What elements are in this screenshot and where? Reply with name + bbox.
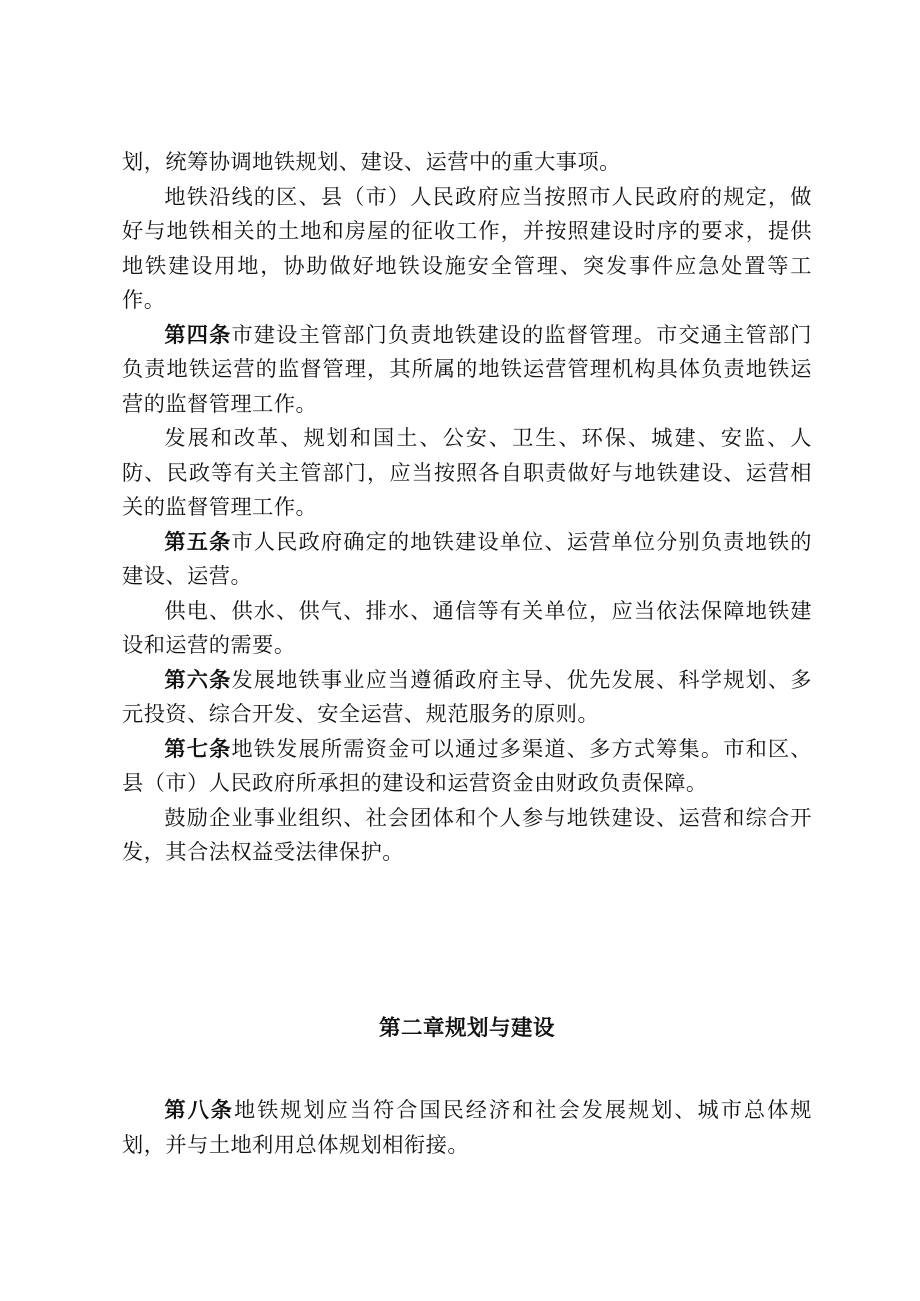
paragraph-text: 鼓励企业事业组织、社会团体和个人参与地铁建设、运营和综合开发，其合法权益受法律保护。: [122, 804, 812, 864]
body-text-bottom: [122, 1093, 812, 1162]
article-label: 第七条: [164, 735, 232, 761]
paragraph-text: 地铁规划应当符合国民经济和社会发展规划、城市总体规划，并与土地利用总体规划相衔接。: [122, 1097, 812, 1157]
paragraph: [122, 594, 812, 663]
article-label: 第六条: [164, 666, 232, 692]
paragraph-text: 市建设主管部门负责地铁建设的监督管理。市交通主管部门负责地铁运营的监督管理，其所属的地铁运营管理机构具体负责地铁运营的监督管理工作。: [122, 321, 812, 416]
paragraph: [122, 421, 812, 525]
paragraph: [122, 180, 812, 318]
body-text-top: [122, 145, 812, 870]
paragraph-text: 地铁沿线的区、县（市）人民政府应当按照市人民政府的规定，做好与地铁相关的土地和房屋的征收工作，并按照建设时序的要求，提供地铁建设用地，协助做好地铁设施安全管理、突发事件应急处置等工作。: [122, 183, 812, 312]
article-label: 第八条: [164, 1097, 234, 1122]
article-5: [122, 525, 812, 594]
paragraph-text: 市人民政府确定的地铁建设单位、运营单位分别负责地铁的建设、运营。: [122, 528, 812, 588]
paragraph-text: 地铁发展所需资金可以通过多渠道、多方式筹集。市和区、县（市）人民政府所承担的建设和运营资金由财政负责保障。: [122, 735, 812, 795]
paragraph-continuation: [122, 145, 812, 180]
chapter-title: 第二章规划与建设: [378, 1016, 555, 1041]
article-label: 第五条: [164, 528, 232, 554]
paragraph: [122, 801, 812, 870]
article-6: [122, 663, 812, 732]
article-label: 第四条: [164, 321, 232, 347]
paragraph-text: 划，统筹协调地铁规划、建设、运营中的重大事项。: [122, 149, 621, 174]
article-8: [122, 1093, 812, 1162]
paragraph-text: 发展和改革、规划和国土、公安、卫生、环保、城建、安监、人防、民政等有关主管部门，应当按照各自职责做好与地铁建设、运营相关的监督管理工作。: [122, 425, 812, 519]
paragraph-text: 发展地铁事业应当遵循政府主导、优先发展、科学规划、多元投资、综合开发、安全运营、规范服务的原则。: [122, 666, 812, 726]
article-4: [122, 318, 812, 422]
article-7: [122, 732, 812, 801]
paragraph-text: 供电、供水、供气、排水、通信等有关单位，应当依法保障地铁建设和运营的需要。: [122, 597, 812, 657]
